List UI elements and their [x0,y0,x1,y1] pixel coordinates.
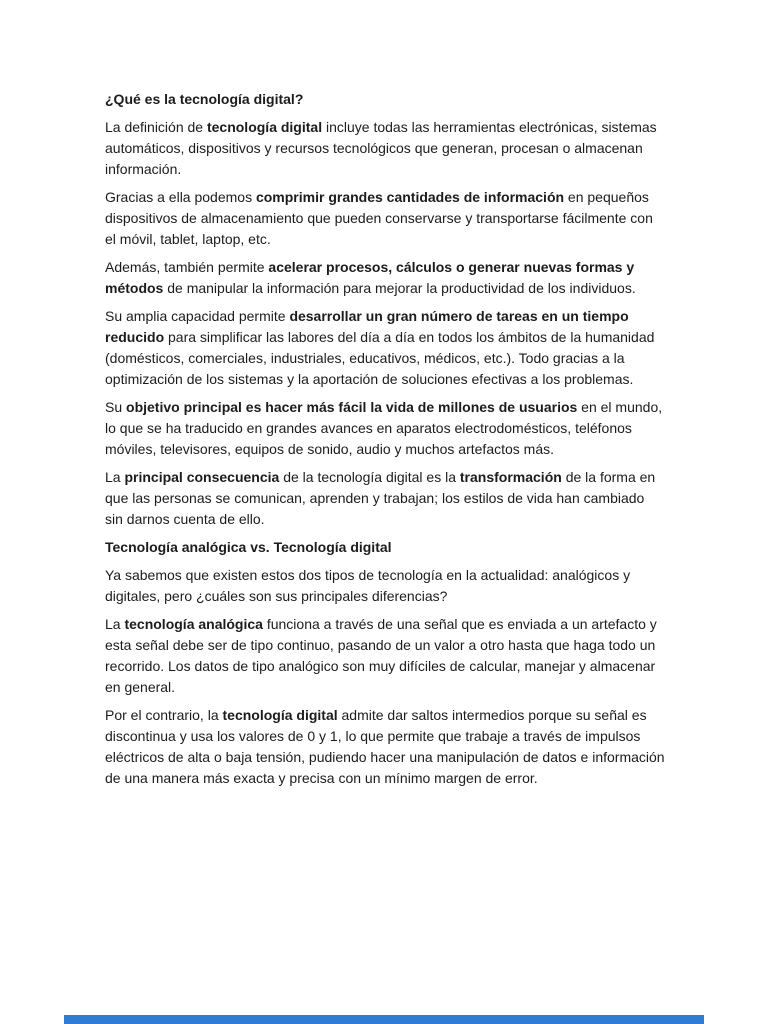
section-heading: ¿Qué es la tecnología digital? [105,91,304,107]
viewer-progress-bar[interactable] [64,1015,704,1024]
paragraph: La definición de tecnología digital incluye todas las herramientas electrónicas, sistemas automáticos, dispositivos y recursos tecnológicos que generan, procesan o almacenan información. [105,119,657,177]
paragraph: Gracias a ella podemos comprimir grandes cantidades de información en pequeños dispositivos de almacenamiento que pueden conservarse y transportarse fácilmente con el móvil, tablet, laptop, etc. [105,189,653,247]
paragraph: La tecnología analógica funciona a través de una señal que es enviada a un artefacto y esta señal debe ser de tipo continuo, pasando de un valor a otro hasta que haga todo un recorrido. Los datos de tipo analógico son muy difíciles de calcular, manejar y almacenar en general. [105,616,657,695]
section-heading: Tecnología analógica vs. Tecnología digital [105,539,392,555]
paragraph: Ya sabemos que existen estos dos tipos de tecnología en la actualidad: analógicos y digitales, pero ¿cuáles son sus principales diferencias? [105,567,631,604]
paragraph: La principal consecuencia de la tecnología digital es la transformación de la forma en que las personas se comunican, aprenden y trabajan; los estilos de vida han cambiado sin darnos cuenta de ello. [105,469,656,527]
paragraph: Su amplia capacidad permite desarrollar un gran número de tareas en un tiempo reducido para simplificar las labores del día a día en todos los ámbitos de la humanidad (domésticos, comerciales, industriales, educativos, médicos, etc.). Todo gracias a la optimización de los sistemas y la aportación de soluciones efectivas a los problemas. [105,308,655,387]
paragraph: Además, también permite acelerar procesos, cálculos o generar nuevas formas y métodos de manipular la información para mejorar la productividad de los individuos. [105,259,636,296]
document-body [105,89,665,796]
paragraph: Su objetivo principal es hacer más fácil la vida de millones de usuarios en el mundo, lo que se ha traducido en grandes avances en aparatos electrodomésticos, teléfonos móviles, televisores, equipos de sonido, audio y muchos artefactos más. [105,399,663,457]
paragraph: Por el contrario, la tecnología digital admite dar saltos intermedios porque su señal es discontinua y usa los valores de 0 y 1, lo que permite que trabaje a través de impulsos eléctricos de alta o baja tensión, pudiendo hacer una manipulación de datos e información de una manera más exacta y precisa con un mínimo margen de error. [105,707,665,786]
